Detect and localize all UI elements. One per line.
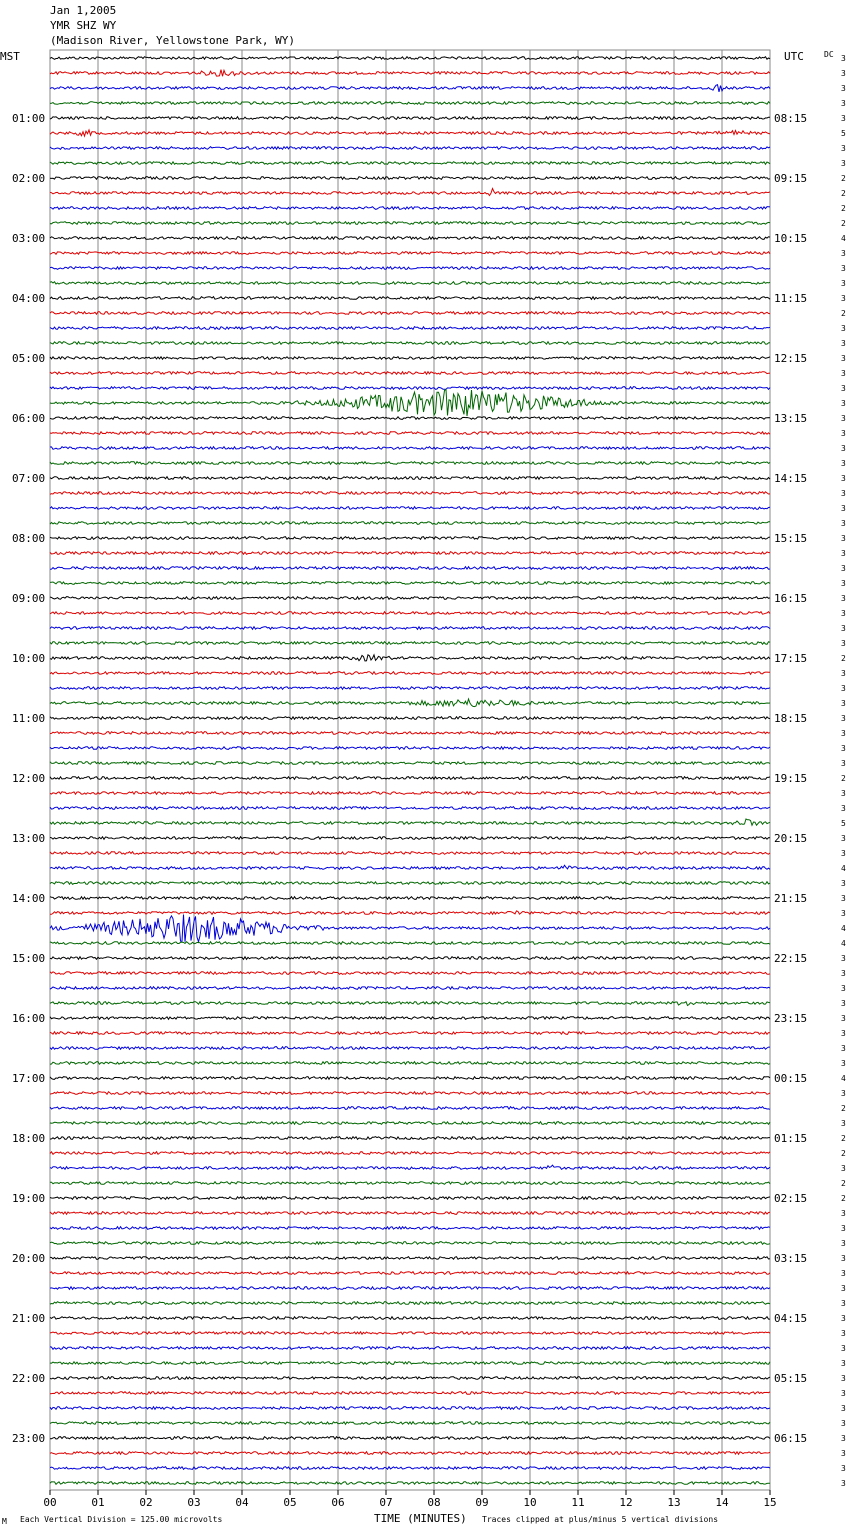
right-hour-label: 05:15: [774, 1372, 808, 1385]
trace-line: [50, 1437, 770, 1440]
dc-offset-label: 2: [841, 189, 846, 198]
right-hour-label: 00:15: [774, 1072, 808, 1085]
left-hour-label: 09:00: [12, 592, 46, 605]
dc-offset-label: 3: [841, 249, 846, 258]
trace-line: [50, 1047, 770, 1050]
trace-line: [50, 267, 770, 270]
x-tick-label: 05: [283, 1496, 297, 1509]
trace-line: [50, 1017, 770, 1020]
dc-offset-label: 3: [841, 549, 846, 558]
right-hour-label: 11:15: [774, 292, 808, 305]
trace-line: [50, 552, 770, 555]
trace-line: [50, 819, 770, 825]
trace-line: [50, 1482, 770, 1485]
trace-line: [50, 387, 770, 390]
right-hour-label: 01:15: [774, 1132, 808, 1145]
trace-line: [50, 130, 770, 136]
dc-offset-label: 3: [841, 1209, 846, 1218]
dc-offset-label: 2: [841, 1134, 846, 1143]
left-hour-label: 05:00: [12, 352, 46, 365]
right-hour-label: 10:15: [774, 232, 808, 245]
left-hour-label: 15:00: [12, 952, 46, 965]
trace-line: [50, 915, 770, 942]
dc-offset-label: 3: [841, 804, 846, 813]
trace-line: [50, 372, 770, 375]
dc-offset-label: 2: [841, 219, 846, 228]
dc-offset-label: 3: [841, 1284, 846, 1293]
trace-line: [50, 1107, 770, 1110]
dc-offset-label: 3: [841, 1239, 846, 1248]
trace-line: [50, 447, 770, 450]
trace-line: [50, 897, 770, 900]
trace-line: [50, 972, 770, 975]
trace-line: [50, 687, 770, 690]
trace-line: [50, 117, 770, 120]
dc-offset-label: 3: [841, 1329, 846, 1338]
dc-offset-label: 4: [841, 939, 846, 948]
trace-line: [50, 987, 770, 990]
left-hour-label: 16:00: [12, 1012, 46, 1025]
left-hour-label: 01:00: [12, 112, 46, 125]
x-tick-label: 00: [43, 1496, 57, 1509]
x-tick-label: 03: [187, 1496, 201, 1509]
dc-offset-label: 3: [841, 759, 846, 768]
trace-line: [50, 1002, 770, 1006]
dc-offset-label: 3: [841, 504, 846, 513]
trace-line: [50, 1362, 770, 1365]
trace-line: [50, 312, 770, 315]
trace-line: [50, 1332, 770, 1335]
x-tick-label: 13: [667, 1496, 681, 1509]
trace-line: [50, 237, 770, 240]
trace-line: [50, 732, 770, 735]
right-hour-label: 12:15: [774, 352, 808, 365]
trace-line: [50, 222, 770, 225]
left-hour-label: 03:00: [12, 232, 46, 245]
trace-line: [50, 1032, 770, 1035]
dc-offset-label: 3: [841, 159, 846, 168]
dc-offset-label: 3: [841, 1479, 846, 1488]
dc-header-label: DC: [824, 50, 834, 59]
left-hour-label: 11:00: [12, 712, 46, 725]
dc-offset-label: 3: [841, 1224, 846, 1233]
trace-line: [50, 1407, 770, 1410]
dc-offset-label: 3: [841, 444, 846, 453]
trace-line: [50, 1197, 770, 1200]
dc-offset-label: 3: [841, 1269, 846, 1278]
left-hour-label: 04:00: [12, 292, 46, 305]
trace-line: [50, 1347, 770, 1350]
right-hour-label: 19:15: [774, 772, 808, 785]
dc-offset-label: 3: [841, 684, 846, 693]
right-hour-label: 17:15: [774, 652, 808, 665]
seismic-traces: [50, 54, 846, 1488]
x-tick-label: 01: [91, 1496, 105, 1509]
dc-offset-label: 3: [841, 1014, 846, 1023]
trace-line: [50, 1227, 770, 1230]
trace-line: [50, 762, 770, 765]
dc-offset-label: 3: [841, 54, 846, 63]
plot-frame: [50, 50, 770, 1490]
trace-line: [50, 462, 770, 465]
x-tick-label: 09: [475, 1496, 489, 1509]
trace-line: [50, 70, 770, 77]
dc-offset-label: 3: [841, 1344, 846, 1353]
left-hour-label: 20:00: [12, 1252, 46, 1265]
dc-offset-label: 3: [841, 519, 846, 528]
left-hour-label: 14:00: [12, 892, 46, 905]
header-location: (Madison River, Yellowstone Park, WY): [50, 34, 296, 47]
dc-offset-label: 3: [841, 609, 846, 618]
trace-line: [50, 807, 770, 810]
trace-line: [50, 911, 770, 914]
dc-offset-label: 3: [841, 1299, 846, 1308]
trace-line: [50, 642, 770, 645]
trace-line: [50, 162, 770, 165]
left-hour-label: 13:00: [12, 832, 46, 845]
trace-line: [50, 522, 770, 525]
dc-offset-label: 5: [841, 129, 846, 138]
dc-offset-label: 3: [841, 1404, 846, 1413]
right-hour-label: 22:15: [774, 952, 808, 965]
right-hour-label: 02:15: [774, 1192, 808, 1205]
header-date: Jan 1,2005: [50, 4, 117, 17]
dc-offset-label: 4: [841, 1074, 846, 1083]
dc-offset-label: 3: [841, 729, 846, 738]
left-hour-label: 22:00: [12, 1372, 46, 1385]
dc-offset-label: 3: [841, 669, 846, 678]
dc-offset-label: 3: [841, 1434, 846, 1443]
right-hour-label: 20:15: [774, 832, 808, 845]
left-hour-label: 07:00: [12, 472, 46, 485]
right-hour-label: 04:15: [774, 1312, 808, 1325]
dc-offset-label: 3: [841, 534, 846, 543]
header-station: YMR SHZ WY: [50, 19, 117, 32]
trace-line: [50, 57, 770, 60]
dc-offset-label: 3: [841, 1419, 846, 1428]
dc-offset-label: 3: [841, 1449, 846, 1458]
trace-line: [50, 1182, 770, 1185]
dc-offset-label: 3: [841, 1059, 846, 1068]
dc-offset-label: 3: [841, 1254, 846, 1263]
trace-line: [50, 852, 770, 855]
clip-note: Traces clipped at plus/minus 5 vertical divisions: [482, 1515, 719, 1524]
trace-line: [50, 342, 770, 345]
dc-offset-label: 4: [841, 234, 846, 243]
right-hour-label: 09:15: [774, 172, 808, 185]
trace-line: [50, 102, 770, 105]
trace-line: [50, 477, 770, 480]
trace-line: [50, 1467, 770, 1470]
trace-line: [50, 1257, 770, 1260]
right-hour-label: 21:15: [774, 892, 808, 905]
left-hour-label: 12:00: [12, 772, 46, 785]
trace-line: [50, 1137, 770, 1140]
x-axis-label: TIME (MINUTES): [374, 1512, 467, 1525]
dc-offset-label: 3: [841, 1044, 846, 1053]
dc-offset-label: 3: [841, 909, 846, 918]
trace-line: [50, 1122, 770, 1125]
dc-offset-label: 3: [841, 834, 846, 843]
x-tick-label: 14: [715, 1496, 729, 1509]
right-hour-label: 03:15: [774, 1252, 808, 1265]
dc-offset-label: 3: [841, 399, 846, 408]
dc-offset-label: 3: [841, 639, 846, 648]
left-hour-label: 17:00: [12, 1072, 46, 1085]
dc-offset-label: 3: [841, 849, 846, 858]
dc-offset-label: 2: [841, 309, 846, 318]
trace-line: [50, 1422, 770, 1425]
dc-offset-label: 2: [841, 1149, 846, 1158]
dc-offset-label: 3: [841, 999, 846, 1008]
trace-line: [50, 1092, 770, 1095]
x-tick-label: 07: [379, 1496, 393, 1509]
dc-offset-label: 3: [841, 384, 846, 393]
dc-offset-label: 3: [841, 84, 846, 93]
trace-line: [50, 672, 770, 675]
dc-offset-label: 3: [841, 369, 846, 378]
dc-offset-label: 3: [841, 879, 846, 888]
right-hour-label: 13:15: [774, 412, 808, 425]
left-hour-label: 06:00: [12, 412, 46, 425]
trace-line: [50, 189, 770, 196]
dc-offset-label: 3: [841, 264, 846, 273]
dc-offset-label: 3: [841, 954, 846, 963]
dc-offset-label: 3: [841, 489, 846, 498]
trace-line: [50, 747, 770, 750]
left-hour-label: 23:00: [12, 1432, 46, 1445]
trace-line: [50, 655, 770, 661]
trace-line: [50, 507, 770, 510]
dc-offset-label: 3: [841, 1314, 846, 1323]
dc-offset-label: 2: [841, 1104, 846, 1113]
grid-lines: [50, 50, 770, 1490]
right-hour-label: 06:15: [774, 1432, 808, 1445]
trace-line: [50, 865, 770, 869]
dc-offset-label: 3: [841, 699, 846, 708]
x-tick-label: 11: [571, 1496, 585, 1509]
trace-line: [50, 942, 770, 945]
trace-line: [50, 327, 770, 330]
right-hour-label: 23:15: [774, 1012, 808, 1025]
dc-offset-label: 2: [841, 654, 846, 663]
x-tick-label: 10: [523, 1496, 537, 1509]
dc-offset-label: 2: [841, 174, 846, 183]
trace-line: [50, 1165, 770, 1169]
dc-offset-label: 2: [841, 1179, 846, 1188]
dc-offset-label: 3: [841, 1089, 846, 1098]
trace-line: [50, 882, 770, 885]
right-hour-label: 14:15: [774, 472, 808, 485]
trace-line: [50, 1317, 770, 1320]
dc-offset-label: 3: [841, 144, 846, 153]
dc-offset-label: 3: [841, 414, 846, 423]
dc-offset-label: 4: [841, 924, 846, 933]
trace-line: [50, 837, 770, 840]
dc-offset-label: 3: [841, 1389, 846, 1398]
left-hour-label: 21:00: [12, 1312, 46, 1325]
time-labels: [12, 112, 807, 1509]
dc-offset-label: 3: [841, 1464, 846, 1473]
left-hour-label: 02:00: [12, 172, 46, 185]
right-timezone-label: UTC: [784, 50, 804, 63]
dc-offset-label: 2: [841, 1194, 846, 1203]
trace-line: [50, 699, 770, 707]
dc-offset-label: 3: [841, 114, 846, 123]
dc-offset-label: 3: [841, 324, 846, 333]
trace-line: [50, 1077, 770, 1080]
trace-line: [50, 957, 770, 960]
dc-offset-label: 3: [841, 624, 846, 633]
dc-offset-label: 4: [841, 864, 846, 873]
dc-offset-label: 3: [841, 474, 846, 483]
right-hour-label: 15:15: [774, 532, 808, 545]
dc-offset-label: 3: [841, 984, 846, 993]
dc-offset-label: 3: [841, 1119, 846, 1128]
trace-line: [50, 147, 770, 150]
right-hour-label: 08:15: [774, 112, 808, 125]
trace-line: [50, 85, 770, 92]
left-timezone-label: MST: [0, 50, 20, 63]
dc-offset-label: 3: [841, 1374, 846, 1383]
trace-line: [50, 1302, 770, 1305]
dc-offset-label: 3: [841, 99, 846, 108]
dc-offset-label: 3: [841, 594, 846, 603]
dc-offset-label: 3: [841, 744, 846, 753]
left-hour-label: 18:00: [12, 1132, 46, 1145]
dc-offset-label: 3: [841, 354, 846, 363]
trace-line: [50, 1452, 770, 1455]
x-tick-label: 15: [763, 1496, 777, 1509]
trace-line: [50, 1287, 770, 1290]
dc-offset-label: 5: [841, 819, 846, 828]
dc-offset-label: 3: [841, 1029, 846, 1038]
x-tick-label: 02: [139, 1496, 153, 1509]
scale-note: Each Vertical Division = 125.00 microvolts: [20, 1515, 223, 1524]
trace-line: [50, 390, 770, 417]
x-tick-label: 08: [427, 1496, 441, 1509]
left-hour-label: 10:00: [12, 652, 46, 665]
right-hour-label: 16:15: [774, 592, 808, 605]
dc-offset-label: 3: [841, 1164, 846, 1173]
trace-line: [50, 1062, 770, 1065]
dc-offset-label: 2: [841, 204, 846, 213]
x-tick-label: 12: [619, 1496, 633, 1509]
right-hour-label: 18:15: [774, 712, 808, 725]
trace-line: [50, 417, 770, 420]
dc-offset-label: 3: [841, 564, 846, 573]
trace-line: [50, 777, 770, 780]
trace-line: [50, 567, 770, 570]
trace-line: [50, 792, 770, 795]
trace-line: [50, 1212, 770, 1215]
trace-line: [50, 282, 770, 285]
trace-line: [50, 357, 770, 360]
trace-line: [50, 1392, 770, 1395]
trace-line: [50, 717, 770, 720]
trace-line: [50, 297, 770, 300]
dc-offset-label: 3: [841, 579, 846, 588]
x-tick-label: 04: [235, 1496, 249, 1509]
trace-line: [50, 627, 770, 630]
dc-offset-label: 3: [841, 894, 846, 903]
left-hour-label: 08:00: [12, 532, 46, 545]
trace-line: [50, 1242, 770, 1245]
dc-offset-label: 3: [841, 429, 846, 438]
trace-line: [50, 432, 770, 435]
trace-line: [50, 207, 770, 210]
trace-line: [50, 612, 770, 615]
dc-offset-label: 3: [841, 459, 846, 468]
dc-offset-label: 3: [841, 789, 846, 798]
dc-offset-label: 3: [841, 969, 846, 978]
trace-line: [50, 597, 770, 600]
corner-mark: M: [2, 1517, 7, 1526]
trace-line: [50, 492, 770, 495]
trace-line: [50, 177, 770, 180]
trace-line: [50, 582, 770, 585]
trace-line: [50, 252, 770, 255]
trace-line: [50, 1377, 770, 1380]
dc-offset-label: 3: [841, 714, 846, 723]
x-tick-label: 06: [331, 1496, 345, 1509]
trace-line: [50, 537, 770, 540]
trace-line: [50, 1272, 770, 1275]
dc-offset-label: 3: [841, 279, 846, 288]
dc-offset-label: 2: [841, 774, 846, 783]
dc-offset-label: 3: [841, 294, 846, 303]
left-hour-label: 19:00: [12, 1192, 46, 1205]
trace-line: [50, 1152, 770, 1155]
dc-offset-label: 3: [841, 339, 846, 348]
dc-offset-label: 3: [841, 1359, 846, 1368]
dc-offset-label: 3: [841, 69, 846, 78]
